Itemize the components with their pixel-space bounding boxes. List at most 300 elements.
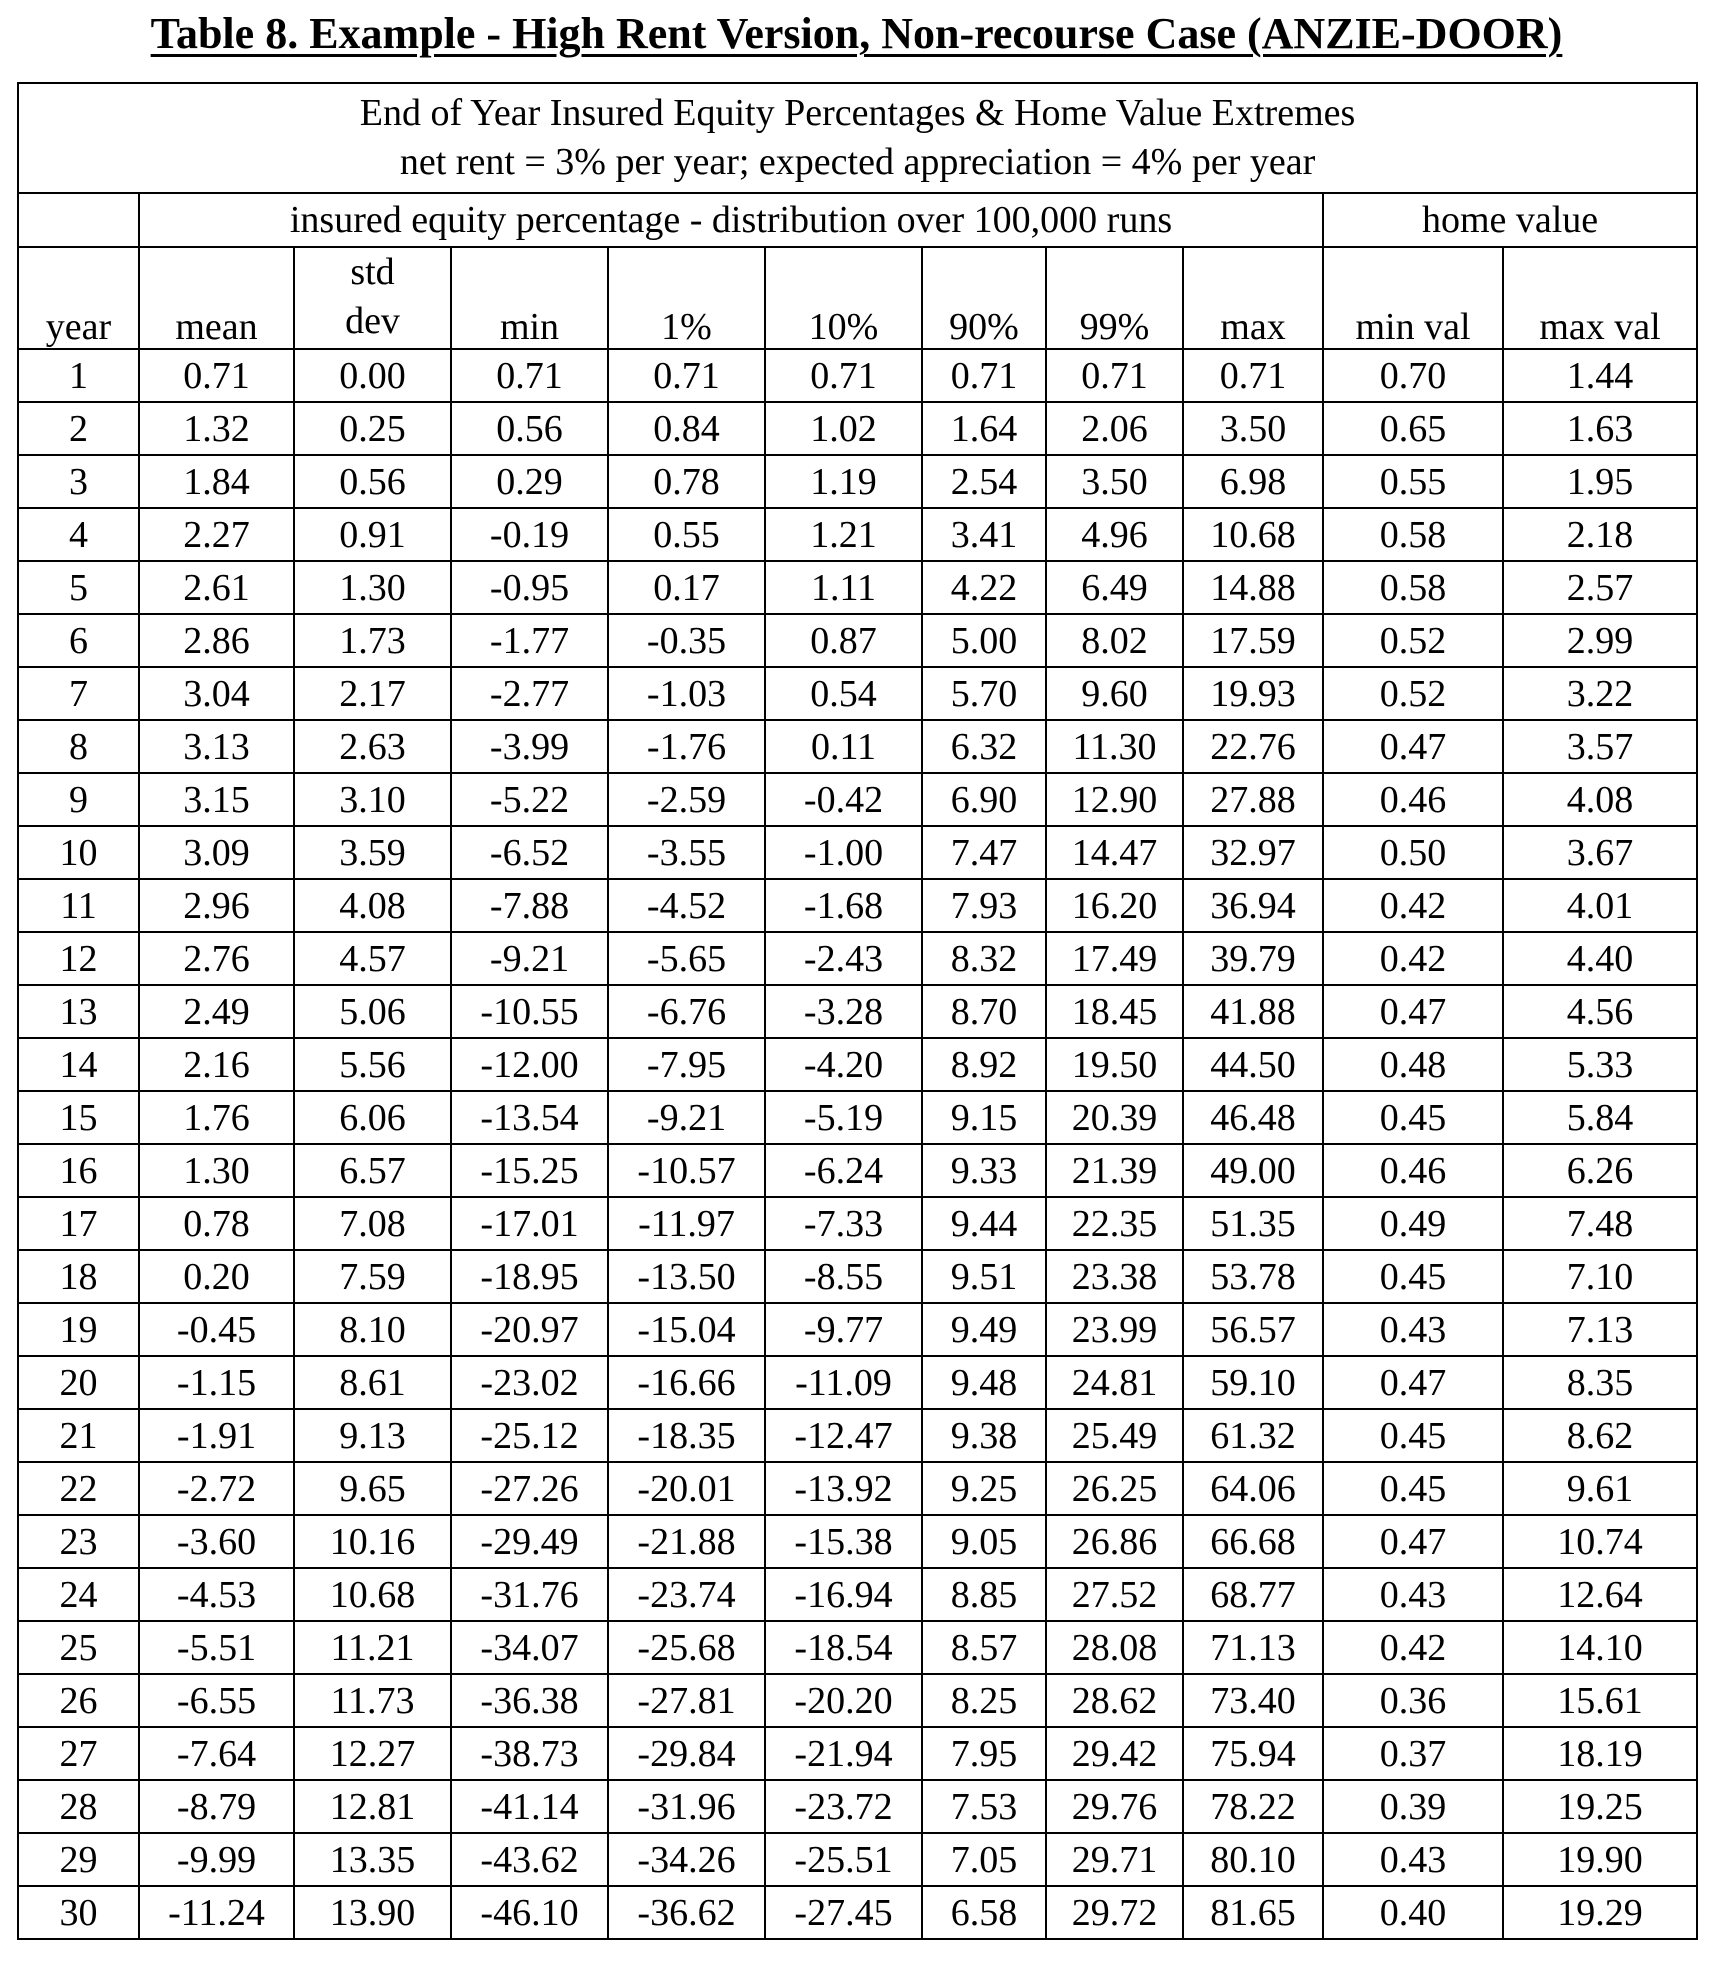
- cell-p99: 25.49: [1046, 1409, 1183, 1462]
- cell-max: 49.00: [1183, 1144, 1323, 1197]
- cell-min: -5.22: [451, 773, 608, 826]
- cell-min-val: 0.45: [1323, 1462, 1503, 1515]
- cell-mean: 1.76: [139, 1091, 294, 1144]
- cell-p90: 4.22: [922, 561, 1046, 614]
- cell-std-dev: 1.73: [294, 614, 451, 667]
- cell-year: 18: [18, 1250, 139, 1303]
- cell-p1: -34.26: [608, 1833, 765, 1886]
- table-row: [18, 1091, 1697, 1144]
- cell-p99: 3.50: [1046, 455, 1183, 508]
- cell-max-val: 4.01: [1503, 879, 1697, 932]
- cell-p90: 7.95: [922, 1727, 1046, 1780]
- cell-min: -3.99: [451, 720, 608, 773]
- cell-mean: 1.32: [139, 402, 294, 455]
- cell-p99: 23.99: [1046, 1303, 1183, 1356]
- table-row: [18, 826, 1697, 879]
- cell-std-dev: 10.16: [294, 1515, 451, 1568]
- cell-p10: -7.33: [765, 1197, 922, 1250]
- cell-p1: -20.01: [608, 1462, 765, 1515]
- cell-min-val: 0.42: [1323, 932, 1503, 985]
- cell-year: 5: [18, 561, 139, 614]
- cell-p10: -6.24: [765, 1144, 922, 1197]
- cell-max-val: 19.25: [1503, 1780, 1697, 1833]
- equity-table: [17, 82, 1698, 1940]
- cell-year: 19: [18, 1303, 139, 1356]
- cell-p1: -1.76: [608, 720, 765, 773]
- cell-p90: 9.33: [922, 1144, 1046, 1197]
- cell-year: 25: [18, 1621, 139, 1674]
- cell-p99: 29.71: [1046, 1833, 1183, 1886]
- cell-std-dev: 6.57: [294, 1144, 451, 1197]
- cell-mean: 1.84: [139, 455, 294, 508]
- cell-min: -46.10: [451, 1886, 608, 1939]
- cell-max-val: 19.29: [1503, 1886, 1697, 1939]
- cell-p99: 18.45: [1046, 985, 1183, 1038]
- cell-std-dev: 1.30: [294, 561, 451, 614]
- table-row: [18, 561, 1697, 614]
- caption-line-2: net rent = 3% per year; expected appreciation = 4% per year: [399, 141, 1316, 183]
- cell-mean: 3.15: [139, 773, 294, 826]
- cell-max: 81.65: [1183, 1886, 1323, 1939]
- table-row: [18, 1356, 1697, 1409]
- cell-p1: -16.66: [608, 1356, 765, 1409]
- cell-min: -1.77: [451, 614, 608, 667]
- cell-mean: -1.15: [139, 1356, 294, 1409]
- cell-mean: -4.53: [139, 1568, 294, 1621]
- cell-min-val: 0.47: [1323, 1515, 1503, 1568]
- cell-year: 4: [18, 508, 139, 561]
- cell-max-val: 4.56: [1503, 985, 1697, 1038]
- cell-mean: 0.78: [139, 1197, 294, 1250]
- caption-line-1: End of Year Insured Equity Percentages & Home Value Extremes: [359, 92, 1356, 134]
- cell-max-val: 8.35: [1503, 1356, 1697, 1409]
- cell-year: 9: [18, 773, 139, 826]
- cell-min: -31.76: [451, 1568, 608, 1621]
- cell-p90: 9.15: [922, 1091, 1046, 1144]
- cell-year: 30: [18, 1886, 139, 1939]
- cell-std-dev: 11.21: [294, 1621, 451, 1674]
- cell-year: 12: [18, 932, 139, 985]
- cell-max: 17.59: [1183, 614, 1323, 667]
- cell-min: -41.14: [451, 1780, 608, 1833]
- cell-min: -25.12: [451, 1409, 608, 1462]
- cell-p1: -11.97: [608, 1197, 765, 1250]
- cell-p1: -23.74: [608, 1568, 765, 1621]
- col-header-max-val: max val: [1503, 247, 1697, 349]
- cell-mean: -7.64: [139, 1727, 294, 1780]
- cell-p99: 4.96: [1046, 508, 1183, 561]
- cell-max: 73.40: [1183, 1674, 1323, 1727]
- table-row: [18, 1250, 1697, 1303]
- cell-p1: -5.65: [608, 932, 765, 985]
- table-row: [18, 1674, 1697, 1727]
- cell-p1: -4.52: [608, 879, 765, 932]
- col-header-std-dev: [294, 247, 451, 349]
- cell-p99: 16.20: [1046, 879, 1183, 932]
- cell-max: 53.78: [1183, 1250, 1323, 1303]
- cell-p90: 5.70: [922, 667, 1046, 720]
- cell-min-val: 0.37: [1323, 1727, 1503, 1780]
- cell-min: -23.02: [451, 1356, 608, 1409]
- cell-p90: 2.54: [922, 455, 1046, 508]
- cell-p99: 23.38: [1046, 1250, 1183, 1303]
- cell-p90: 6.32: [922, 720, 1046, 773]
- cell-p99: 29.42: [1046, 1727, 1183, 1780]
- cell-min-val: 0.43: [1323, 1833, 1503, 1886]
- cell-p90: 9.25: [922, 1462, 1046, 1515]
- table-row: [18, 1303, 1697, 1356]
- cell-p99: 22.35: [1046, 1197, 1183, 1250]
- cell-min: -12.00: [451, 1038, 608, 1091]
- cell-max-val: 18.19: [1503, 1727, 1697, 1780]
- cell-max: 64.06: [1183, 1462, 1323, 1515]
- cell-max-val: 4.08: [1503, 773, 1697, 826]
- cell-max-val: 7.13: [1503, 1303, 1697, 1356]
- cell-mean: -1.91: [139, 1409, 294, 1462]
- cell-p10: -15.38: [765, 1515, 922, 1568]
- cell-mean: -11.24: [139, 1886, 294, 1939]
- col-header-mean: mean: [139, 247, 294, 349]
- cell-year: 1: [18, 349, 139, 402]
- cell-min: -0.19: [451, 508, 608, 561]
- cell-max: 0.71: [1183, 349, 1323, 402]
- table-row: [18, 985, 1697, 1038]
- group-header-blank: [18, 193, 139, 247]
- cell-year: 2: [18, 402, 139, 455]
- group-header-equity: insured equity percentage - distribution over 100,000 runs: [139, 193, 1323, 247]
- cell-p99: 14.47: [1046, 826, 1183, 879]
- cell-p10: -5.19: [765, 1091, 922, 1144]
- cell-year: 13: [18, 985, 139, 1038]
- table-row: [18, 614, 1697, 667]
- cell-p10: 1.02: [765, 402, 922, 455]
- cell-max-val: 7.48: [1503, 1197, 1697, 1250]
- cell-p1: -2.59: [608, 773, 765, 826]
- cell-max: 75.94: [1183, 1727, 1323, 1780]
- cell-p99: 27.52: [1046, 1568, 1183, 1621]
- cell-min: 0.71: [451, 349, 608, 402]
- cell-mean: -8.79: [139, 1780, 294, 1833]
- cell-p10: -4.20: [765, 1038, 922, 1091]
- cell-p90: 8.57: [922, 1621, 1046, 1674]
- cell-p1: -9.21: [608, 1091, 765, 1144]
- cell-min: -7.88: [451, 879, 608, 932]
- cell-std-dev: 5.56: [294, 1038, 451, 1091]
- cell-p99: 29.76: [1046, 1780, 1183, 1833]
- cell-min-val: 0.50: [1323, 826, 1503, 879]
- cell-min-val: 0.58: [1323, 508, 1503, 561]
- cell-p99: 0.71: [1046, 349, 1183, 402]
- cell-max: 68.77: [1183, 1568, 1323, 1621]
- cell-min: -17.01: [451, 1197, 608, 1250]
- cell-max: 39.79: [1183, 932, 1323, 985]
- cell-mean: -0.45: [139, 1303, 294, 1356]
- cell-year: 10: [18, 826, 139, 879]
- cell-p99: 17.49: [1046, 932, 1183, 985]
- table-row: [18, 1038, 1697, 1091]
- cell-max-val: 9.61: [1503, 1462, 1697, 1515]
- cell-mean: 2.49: [139, 985, 294, 1038]
- cell-p1: -15.04: [608, 1303, 765, 1356]
- cell-max: 22.76: [1183, 720, 1323, 773]
- cell-max: 10.68: [1183, 508, 1323, 561]
- cell-std-dev: 8.61: [294, 1356, 451, 1409]
- cell-p90: 5.00: [922, 614, 1046, 667]
- cell-year: 14: [18, 1038, 139, 1091]
- table-row: [18, 508, 1697, 561]
- cell-mean: 0.71: [139, 349, 294, 402]
- cell-std-dev: 4.08: [294, 879, 451, 932]
- cell-p1: 0.84: [608, 402, 765, 455]
- cell-max-val: 8.62: [1503, 1409, 1697, 1462]
- table-row: [18, 1409, 1697, 1462]
- cell-mean: 1.30: [139, 1144, 294, 1197]
- cell-max-val: 19.90: [1503, 1833, 1697, 1886]
- cell-std-dev: 5.06: [294, 985, 451, 1038]
- cell-mean: -5.51: [139, 1621, 294, 1674]
- cell-max-val: 1.95: [1503, 455, 1697, 508]
- cell-min: 0.29: [451, 455, 608, 508]
- cell-min-val: 0.47: [1323, 1356, 1503, 1409]
- cell-p1: -0.35: [608, 614, 765, 667]
- cell-p99: 12.90: [1046, 773, 1183, 826]
- cell-std-dev: 9.65: [294, 1462, 451, 1515]
- cell-p99: 26.86: [1046, 1515, 1183, 1568]
- cell-min-val: 0.43: [1323, 1568, 1503, 1621]
- cell-max-val: 6.26: [1503, 1144, 1697, 1197]
- cell-max: 27.88: [1183, 773, 1323, 826]
- cell-p99: 28.08: [1046, 1621, 1183, 1674]
- cell-max: 66.68: [1183, 1515, 1323, 1568]
- cell-min-val: 0.65: [1323, 402, 1503, 455]
- cell-p90: 9.44: [922, 1197, 1046, 1250]
- table-row: [18, 1621, 1697, 1674]
- cell-p90: 1.64: [922, 402, 1046, 455]
- cell-year: 7: [18, 667, 139, 720]
- cell-max-val: 10.74: [1503, 1515, 1697, 1568]
- cell-year: 20: [18, 1356, 139, 1409]
- col-header-min: min: [451, 247, 608, 349]
- cell-std-dev: 9.13: [294, 1409, 451, 1462]
- cell-std-dev: 13.90: [294, 1886, 451, 1939]
- cell-p1: -21.88: [608, 1515, 765, 1568]
- cell-max-val: 2.57: [1503, 561, 1697, 614]
- group-header-home-value: home value: [1323, 193, 1697, 247]
- cell-p10: -13.92: [765, 1462, 922, 1515]
- cell-p90: 9.48: [922, 1356, 1046, 1409]
- cell-mean: 3.04: [139, 667, 294, 720]
- cell-mean: 2.61: [139, 561, 294, 614]
- cell-year: 3: [18, 455, 139, 508]
- col-header-year: year: [18, 247, 139, 349]
- cell-p10: -1.68: [765, 879, 922, 932]
- cell-std-dev: 12.27: [294, 1727, 451, 1780]
- table-row: [18, 1886, 1697, 1939]
- cell-p1: -31.96: [608, 1780, 765, 1833]
- cell-p1: -7.95: [608, 1038, 765, 1091]
- cell-p10: -25.51: [765, 1833, 922, 1886]
- cell-p90: 3.41: [922, 508, 1046, 561]
- cell-p10: -0.42: [765, 773, 922, 826]
- cell-min: -10.55: [451, 985, 608, 1038]
- cell-year: 28: [18, 1780, 139, 1833]
- table-row: [18, 349, 1697, 402]
- cell-std-dev: 2.63: [294, 720, 451, 773]
- cell-p99: 20.39: [1046, 1091, 1183, 1144]
- cell-p99: 29.72: [1046, 1886, 1183, 1939]
- cell-max: 56.57: [1183, 1303, 1323, 1356]
- cell-p1: -36.62: [608, 1886, 765, 1939]
- cell-p10: -27.45: [765, 1886, 922, 1939]
- cell-p90: 7.93: [922, 879, 1046, 932]
- cell-max: 71.13: [1183, 1621, 1323, 1674]
- cell-mean: 2.27: [139, 508, 294, 561]
- cell-p1: 0.17: [608, 561, 765, 614]
- cell-min-val: 0.46: [1323, 773, 1503, 826]
- cell-min-val: 0.49: [1323, 1197, 1503, 1250]
- cell-mean: -9.99: [139, 1833, 294, 1886]
- cell-p10: -2.43: [765, 932, 922, 985]
- cell-p90: 9.38: [922, 1409, 1046, 1462]
- cell-year: 15: [18, 1091, 139, 1144]
- cell-p90: 6.58: [922, 1886, 1046, 1939]
- cell-p99: 8.02: [1046, 614, 1183, 667]
- cell-max: 46.48: [1183, 1091, 1323, 1144]
- cell-p10: -3.28: [765, 985, 922, 1038]
- cell-p90: 8.32: [922, 932, 1046, 985]
- col-header-p90: 90%: [922, 247, 1046, 349]
- cell-min-val: 0.46: [1323, 1144, 1503, 1197]
- col-header-p1: 1%: [608, 247, 765, 349]
- cell-year: 6: [18, 614, 139, 667]
- cell-mean: 2.86: [139, 614, 294, 667]
- table-row: [18, 720, 1697, 773]
- cell-p10: -20.20: [765, 1674, 922, 1727]
- cell-p99: 11.30: [1046, 720, 1183, 773]
- cell-p10: -21.94: [765, 1727, 922, 1780]
- col-header-p99: 99%: [1046, 247, 1183, 349]
- cell-std-dev: 13.35: [294, 1833, 451, 1886]
- cell-max: 19.93: [1183, 667, 1323, 720]
- cell-min-val: 0.52: [1323, 667, 1503, 720]
- cell-min-val: 0.40: [1323, 1886, 1503, 1939]
- table-row: [18, 1197, 1697, 1250]
- table-row: [18, 455, 1697, 508]
- cell-min-val: 0.70: [1323, 349, 1503, 402]
- cell-max: 41.88: [1183, 985, 1323, 1038]
- col-header-max: max: [1183, 247, 1323, 349]
- cell-min: -29.49: [451, 1515, 608, 1568]
- cell-p90: 8.25: [922, 1674, 1046, 1727]
- table-title: Table 8. Example - High Rent Version, Non-recourse Case (ANZIE-DOOR): [150, 9, 1563, 58]
- cell-max-val: 12.64: [1503, 1568, 1697, 1621]
- cell-min-val: 0.58: [1323, 561, 1503, 614]
- cell-p10: -16.94: [765, 1568, 922, 1621]
- cell-min: -2.77: [451, 667, 608, 720]
- cell-max: 32.97: [1183, 826, 1323, 879]
- cell-year: 27: [18, 1727, 139, 1780]
- table-row: [18, 1462, 1697, 1515]
- cell-std-dev: 0.56: [294, 455, 451, 508]
- cell-p99: 9.60: [1046, 667, 1183, 720]
- cell-p90: 9.49: [922, 1303, 1046, 1356]
- cell-year: 11: [18, 879, 139, 932]
- cell-mean: 0.20: [139, 1250, 294, 1303]
- cell-min: -43.62: [451, 1833, 608, 1886]
- cell-p99: 21.39: [1046, 1144, 1183, 1197]
- cell-year: 21: [18, 1409, 139, 1462]
- cell-max: 61.32: [1183, 1409, 1323, 1462]
- table-row: [18, 879, 1697, 932]
- cell-p10: 1.19: [765, 455, 922, 508]
- table-row: [18, 1780, 1697, 1833]
- cell-year: 26: [18, 1674, 139, 1727]
- cell-p1: -25.68: [608, 1621, 765, 1674]
- cell-min-val: 0.42: [1323, 879, 1503, 932]
- table-row: [18, 1515, 1697, 1568]
- table-row: [18, 932, 1697, 985]
- cell-min: -18.95: [451, 1250, 608, 1303]
- cell-std-dev: 8.10: [294, 1303, 451, 1356]
- cell-min-val: 0.45: [1323, 1409, 1503, 1462]
- cell-p10: -1.00: [765, 826, 922, 879]
- cell-year: 23: [18, 1515, 139, 1568]
- cell-p1: -6.76: [608, 985, 765, 1038]
- cell-p1: -10.57: [608, 1144, 765, 1197]
- cell-mean: -2.72: [139, 1462, 294, 1515]
- cell-max: 6.98: [1183, 455, 1323, 508]
- cell-p90: 8.70: [922, 985, 1046, 1038]
- cell-min: -38.73: [451, 1727, 608, 1780]
- cell-p90: 9.05: [922, 1515, 1046, 1568]
- cell-p99: 6.49: [1046, 561, 1183, 614]
- cell-p10: 0.87: [765, 614, 922, 667]
- cell-p10: -9.77: [765, 1303, 922, 1356]
- cell-std-dev: 4.57: [294, 932, 451, 985]
- cell-max-val: 3.67: [1503, 826, 1697, 879]
- cell-mean: 2.76: [139, 932, 294, 985]
- cell-max: 80.10: [1183, 1833, 1323, 1886]
- cell-min-val: 0.39: [1323, 1780, 1503, 1833]
- cell-min-val: 0.55: [1323, 455, 1503, 508]
- cell-p99: 19.50: [1046, 1038, 1183, 1091]
- cell-p90: 0.71: [922, 349, 1046, 402]
- cell-p90: 7.05: [922, 1833, 1046, 1886]
- table-row: [18, 1727, 1697, 1780]
- cell-max-val: 5.84: [1503, 1091, 1697, 1144]
- cell-max: 78.22: [1183, 1780, 1323, 1833]
- cell-p1: -18.35: [608, 1409, 765, 1462]
- table-row: [18, 773, 1697, 826]
- cell-p1: 0.71: [608, 349, 765, 402]
- cell-min: -0.95: [451, 561, 608, 614]
- table-row: [18, 1833, 1697, 1886]
- cell-min: -36.38: [451, 1674, 608, 1727]
- cell-std-dev: 7.59: [294, 1250, 451, 1303]
- cell-p10: -11.09: [765, 1356, 922, 1409]
- cell-p1: -13.50: [608, 1250, 765, 1303]
- cell-p90: 7.53: [922, 1780, 1046, 1833]
- cell-min-val: 0.47: [1323, 720, 1503, 773]
- cell-min-val: 0.45: [1323, 1091, 1503, 1144]
- cell-p1: -1.03: [608, 667, 765, 720]
- cell-std-dev: 7.08: [294, 1197, 451, 1250]
- cell-mean: -3.60: [139, 1515, 294, 1568]
- cell-p99: 2.06: [1046, 402, 1183, 455]
- cell-std-dev: 2.17: [294, 667, 451, 720]
- cell-p10: 0.11: [765, 720, 922, 773]
- cell-std-dev: 0.25: [294, 402, 451, 455]
